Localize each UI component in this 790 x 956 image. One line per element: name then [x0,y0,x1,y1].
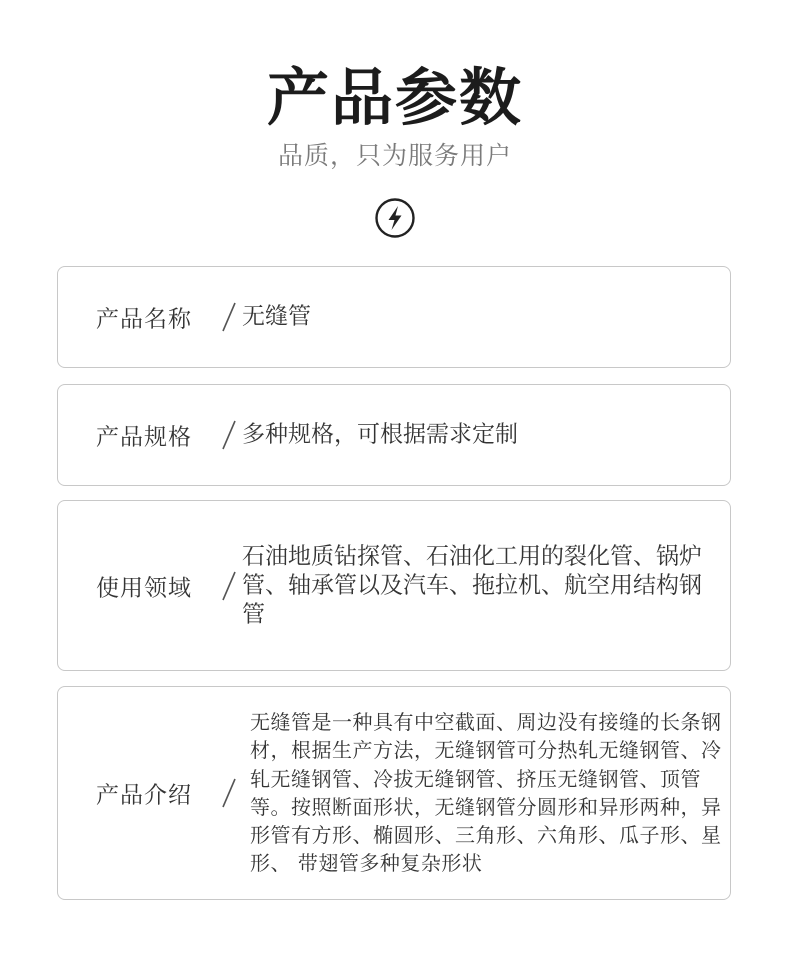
page-title: 产品参数 [266,61,523,134]
divider-slash-icon [218,775,240,811]
param-label: 产品名称 [96,306,192,333]
param-card-spec [57,384,731,486]
divider-slash-icon [218,417,240,453]
param-label: 产品规格 [96,424,192,451]
param-value: 多种规格，可根据需求定制 [242,421,518,448]
param-card-intro [57,686,731,900]
param-value: 石油地质钻探管、石油化工用的裂化管、锅炉管、轴承管以及汽车、拖拉机、航空用结构钢管 [242,543,702,627]
lightning-bolt-icon [374,197,416,239]
param-label: 产品介绍 [96,782,192,809]
divider-slash-icon [218,299,240,335]
param-card-usage [57,500,731,671]
param-label: 使用领域 [96,575,192,601]
param-value: 无缝管是一种具有中空截面、周边没有接缝的长条钢材，根据生产方法，无缝钢管可分热轧无缝钢管、冷轧无缝钢管、冷拔无缝钢管、挤压无缝钢管、顶管等。按照断面形状，无缝钢管分圆形和异形两种，异形管有方形、椭圆形、三角形、六角形、瓜子形、星形、 带翅管多种复杂形状 [250,710,722,876]
page-subtitle: 品质，只为服务用户 [277,141,512,170]
divider-slash-icon [218,568,240,604]
param-value: 无缝管 [242,303,311,330]
param-card-name [57,266,731,368]
